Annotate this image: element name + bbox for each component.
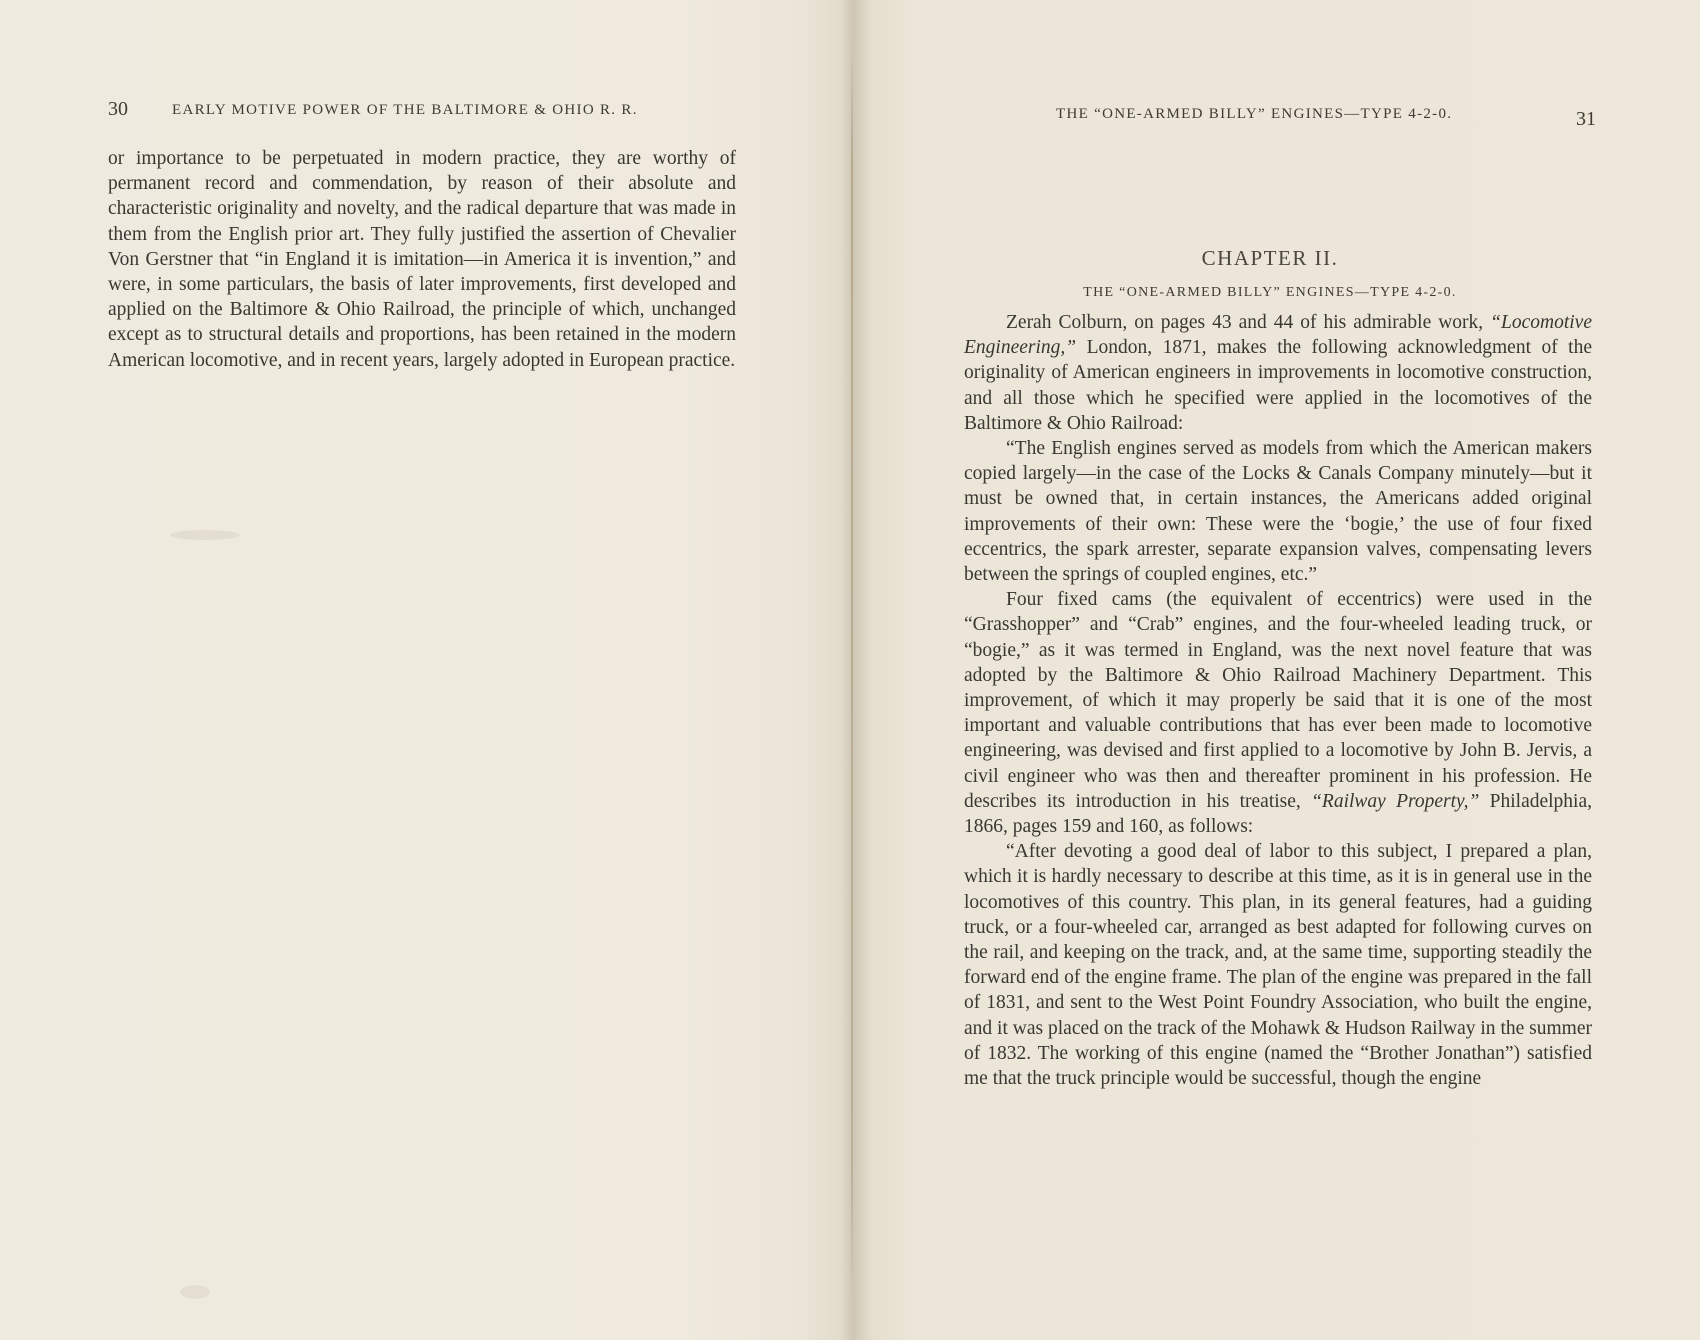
running-head-left: EARLY MOTIVE POWER OF THE BALTIMORE & OHIO R. R. bbox=[172, 102, 638, 118]
book-title-locomotive-engineering: “Locomotive Engineering,” bbox=[964, 312, 1592, 359]
left-body-text bbox=[108, 146, 736, 373]
left-paragraph: or importance to be perpetuated in modern practice, they are worthy of permanent record and commendation, by reason of their absolute and characteristic originality and novelty, and the radical departure that was made in them from the English prior art. They fully justified the assertion of Chevalier Von Gerstner that “in England it is imitation—in America it is invention,” and were, in some particulars, the basis of later improvements, first developed and applied on the Baltimore & Ohio Railroad, the principle of which, unchanged except as to structural details and proportions, has been retained in the modern American locomotive, and in recent years, largely adopted in European practice. bbox=[108, 148, 736, 371]
right-body-text bbox=[964, 310, 1592, 1091]
paragraph-colburn bbox=[964, 310, 1592, 436]
right-page bbox=[852, 0, 1700, 1340]
chapter-title: CHAPTER II. bbox=[1201, 246, 1339, 270]
chapter-subtitle: THE “ONE-ARMED BILLY” ENGINES—TYPE 4-2-0. bbox=[1083, 285, 1457, 300]
page-number-right: 31 bbox=[1576, 108, 1596, 130]
paragraph-cams-text: Four fixed cams (the equivalent of eccentrics) were used in the “Grasshopper” and “Crab” engines, and the four-wheeled leading truck, or “bogie,” as it was termed in England, was the next novel feature that was adopted by the Baltimore & Ohio Railroad Machinery Department. This improvement, of which it may properly be said that it is one of the most important and valuable contributions that has ever been made to locomotive engineering, was devised and first applied to a locomotive by John B. Jervis, a civil engineer who was then and thereafter prominent in his profession. He describes its introduction in his treatise, bbox=[964, 589, 1592, 812]
paper-blemish bbox=[180, 1285, 210, 1299]
quote-jervis: “After devoting a good deal of labor to this subject, I prepared a plan, which it is hardly necessary to describe at this time, as it is in general use in the locomotives of this country. This plan, in its general features, had a guiding truck, or a four-wheeled car, arranged as best adapted for following curves on the rail, and keeping on the track, and, at the same time, supporting steadily the forward end of the engine frame. The plan of the engine was prepared in the fall of 1831, and sent to the West Point Foundry Association, who built the engine, and it was placed on the track of the Mohawk & Hudson Railway in the summer of 1832. The working of this engine (named the “Brother Jonathan”) satisfied me that the truck principle would be successful, though the engine bbox=[964, 841, 1592, 1090]
paragraph-cams-text-end: Philadelphia, 1866, pages 159 and 160, as follows: bbox=[964, 790, 1592, 838]
quote-english-engines: “The English engines served as models from which the American makers copied largely—in the case of the Locks & Canals Company minutely—but it must be owned that, in certain instances, the Americans added original improvements of their own: These were the ‘bogie,’ the use of four fixed eccentrics, the spark arrester, separate expansion valves, compensating levers between the springs of coupled engines, etc.” bbox=[964, 438, 1592, 586]
paragraph-colburn-text: Zerah Colburn, on pages 43 and 44 of his admirable work, bbox=[1006, 312, 1491, 333]
book-title-railway-property: “Railway Property,” bbox=[1311, 790, 1480, 812]
paper-blemish bbox=[170, 530, 240, 540]
page-number-left: 30 bbox=[108, 98, 128, 120]
paragraph-four-fixed-cams bbox=[964, 587, 1592, 839]
paragraph-colburn-text-end: London, 1871, makes the following acknowledgment of the originality of American engineers in improvements in locomotive construction, and all those which he specified were applied in the locomotives of the Baltimore & Ohio Railroad: bbox=[964, 337, 1592, 434]
running-head-right: THE “ONE-ARMED BILLY” ENGINES—TYPE 4-2-0. bbox=[1056, 106, 1453, 122]
